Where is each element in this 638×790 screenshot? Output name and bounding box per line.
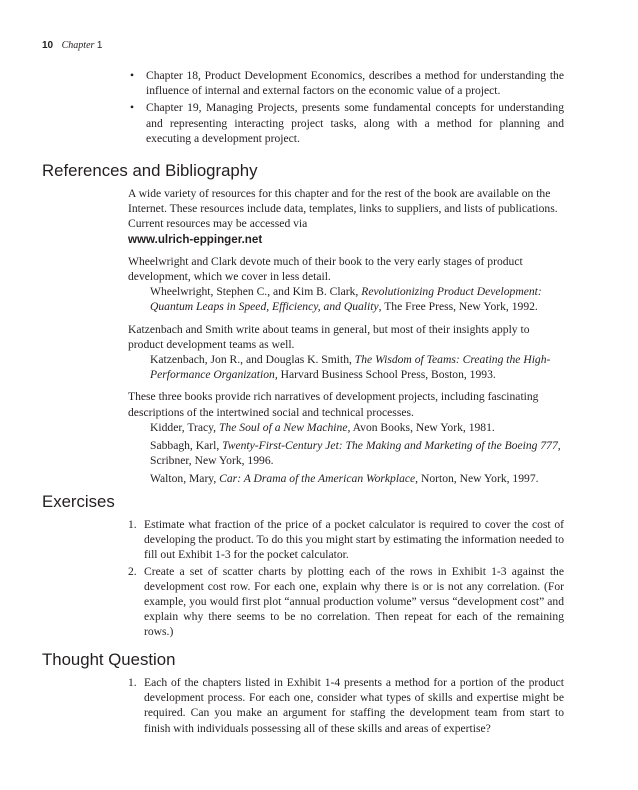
website-link[interactable]: www.ulrich-eppinger.net bbox=[128, 232, 263, 246]
citation: Kidder, Tracy, The Soul of a New Machine, Avon Books, New York, 1981. bbox=[150, 420, 495, 434]
list-item bbox=[128, 564, 564, 640]
bullet-glyph: • bbox=[130, 69, 135, 82]
exercises-section bbox=[128, 517, 564, 641]
item-number: 1. bbox=[128, 518, 137, 531]
references-section bbox=[128, 186, 564, 487]
citation: Katzenbach, Jon R., and Douglas K. Smith, The Wisdom of Teams: Creating the High-Performance Organization, Harvard Business School Press, Boston, 1993. bbox=[150, 353, 551, 382]
chapter-label: Chapter bbox=[61, 40, 95, 51]
item-text: Create a set of scatter charts by plotting each of the rows in Exhibit 1-3 against the development cost row. For each one, explain why there is or is not any correlation. (For example, you would first plot “annual production volume” versus “development cost” and explain why there seems to be no correlation. Then repeat for each of the remaining rows.) bbox=[144, 564, 564, 639]
thought-question-list bbox=[128, 675, 564, 736]
intro-bullet-list bbox=[128, 68, 564, 148]
page-number: 10 bbox=[42, 40, 54, 51]
running-head bbox=[42, 40, 102, 52]
item-number: 1. bbox=[128, 676, 137, 689]
bullet-text: Chapter 18, Product Development Economics, describes a method for understanding the influence of internal and external factors on the economic value of a project. bbox=[146, 69, 564, 98]
references-intro: A wide variety of resources for this chapter and for the rest of the book are available on the Internet. These resources include data, templates, links to suppliers, and lists of publications. Current resources may be accessed via bbox=[128, 187, 558, 231]
thought-question-section bbox=[128, 675, 564, 737]
exercises-heading: Exercises bbox=[42, 492, 115, 511]
reference-note: Katzenbach and Smith write about teams in general, but most of their insights apply to product development teams as well. bbox=[128, 322, 530, 351]
item-number: 2. bbox=[128, 564, 137, 578]
thought-question-heading: Thought Question bbox=[42, 650, 176, 669]
citation: Sabbagh, Karl, Twenty-First-Century Jet: The Making and Marketing of the Boeing 777, Scribner, New York, 1996. bbox=[150, 439, 561, 468]
citation: Wheelwright, Stephen C., and Kim B. Clark, Revolutionizing Product Development: Quantum Leaps in Speed, Efficiency, and Quality, The Free Press, New York, 1992. bbox=[150, 285, 542, 314]
list-item bbox=[128, 100, 564, 146]
bullet-glyph: • bbox=[130, 101, 135, 115]
item-text: Estimate what fraction of the price of a pocket calculator is required to cover the cost of developing the product. To do this you might start by estimating the information needed to fill out Exhibit 1-3 for the pocket calculator. bbox=[144, 518, 564, 562]
reference-note: Wheelwright and Clark devote much of their book to the very early stages of product development, which we cover in less detail. bbox=[128, 254, 523, 284]
list-item bbox=[128, 517, 564, 563]
item-text: Each of the chapters listed in Exhibit 1-4 presents a method for a portion of the product development process. For each one, consider what types of skills and expertise might be required. Can you make an argument for staffing the development team from start to finish with individuals possessing all of these skills and areas of expertise? bbox=[144, 676, 564, 735]
list-item bbox=[128, 68, 564, 98]
citation: Walton, Mary, Car: A Drama of the American Workplace, Norton, New York, 1997. bbox=[150, 472, 539, 486]
chapter-number: 1 bbox=[96, 40, 103, 51]
reference-note: These three books provide rich narratives of development projects, including fascinating descriptions of the intertwined social and technical processes. bbox=[128, 390, 539, 419]
references-heading: References and Bibliography bbox=[42, 161, 258, 180]
exercise-list bbox=[128, 517, 564, 640]
bullet-text: Chapter 19, Managing Projects, presents some fundamental concepts for understanding and representing interacting project tasks, along with a method for planning and executing a development project. bbox=[146, 101, 564, 145]
list-item bbox=[128, 675, 564, 736]
